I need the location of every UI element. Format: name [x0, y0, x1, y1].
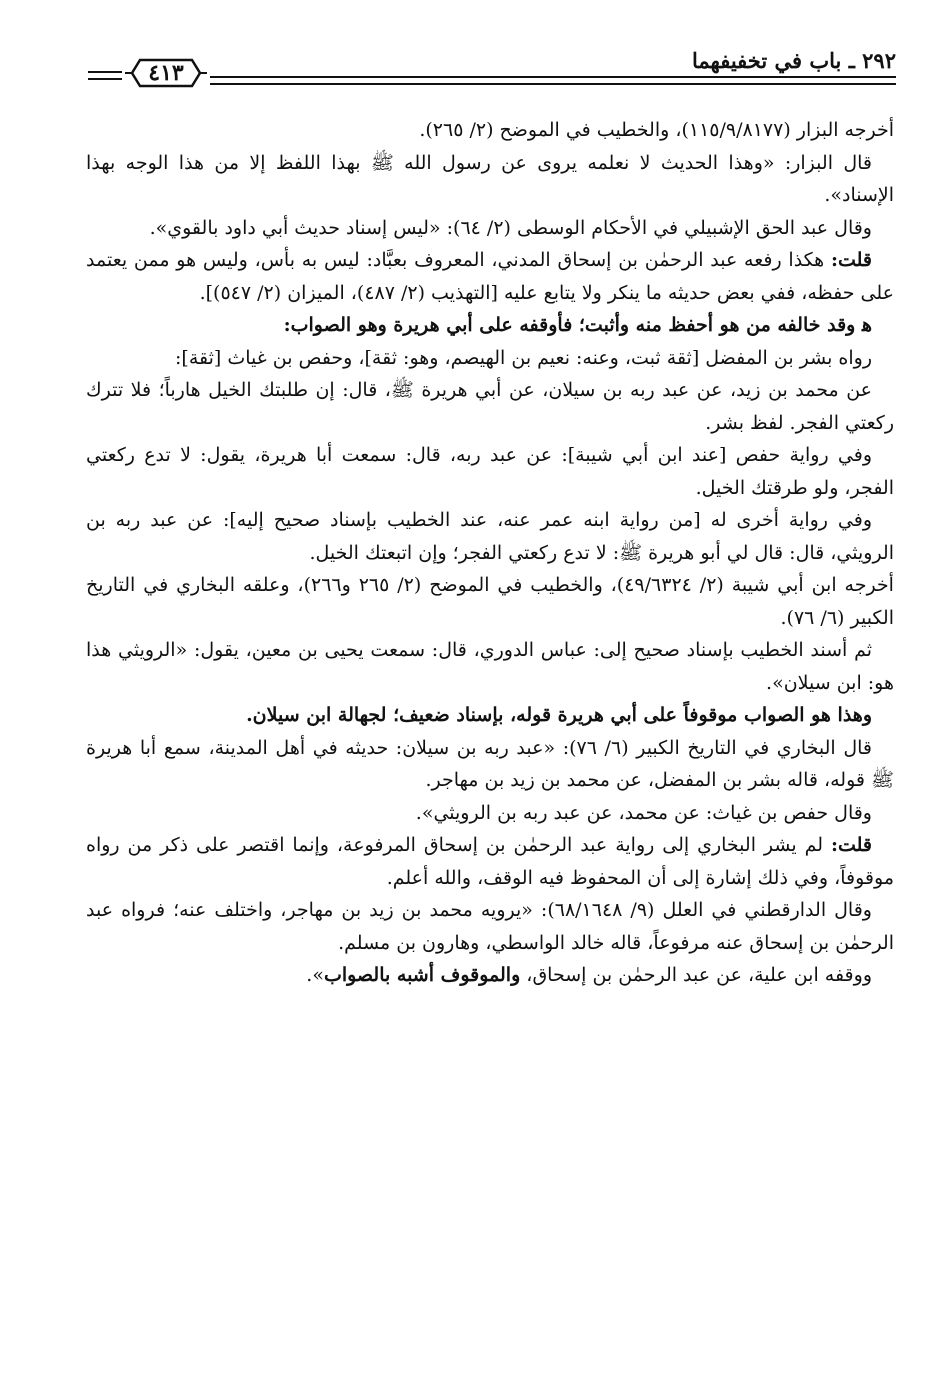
- paragraph: أخرجه البزار (١١٥/٩/٨١٧٧)، والخطيب في الموضح (٢/ ٢٦٥).: [419, 119, 894, 141]
- paragraph: رواه بشر بن المفضل [ثقة ثبت، وعنه: نعيم بن الهيصم، وهو: ثقة]، وحفص بن غياث [ثقة]:: [175, 346, 872, 369]
- paragraph: ثم أسند الخطيب بإسناد صحيح إلى: عباس الدوري، قال: سمعت يحيى بن معين، يقول: «الرويثي هذا هو: ابن سيلان».: [86, 639, 894, 694]
- paragraph: قال البزار: «وهذا الحديث لا نعلمه يروى عن رسول الله ﷺ بهذا اللفظ إلا من هذا الوجه بهذا الإسناد».: [86, 151, 894, 206]
- lead-label: قلت:: [830, 834, 872, 856]
- paragraph: قال البخاري في التاريخ الكبير (٦/ ٧٦): «عبد ربه بن سيلان: حديثه في أهل المدينة، سمع أبا هريرة ﷺ قوله، قاله بشر بن المفضل، عن محمد بن زيد بن مهاجر.: [86, 736, 894, 791]
- paragraph: وقال عبد الحق الإشبيلي في الأحكام الوسطى (٢/ ٦٤): «ليس إسناد حديث أبي داود بالقوي».: [149, 216, 872, 239]
- header-rule-left: [88, 71, 122, 80]
- paragraph: ووقفه ابن علية، عن عبد الرحمٰن بن إسحاق، والموقوف أشبه بالصواب».: [306, 964, 872, 986]
- page-number-badge: [122, 56, 210, 90]
- paragraph: قلت: هكذا رفعه عبد الرحمٰن بن إسحاق المدني، المعروف بعبَّاد: ليس به بأس، وليس هو ممن يعتمد على حفظه، ففي بعض حديثه ما ينكر ولا يتابع عليه [التهذيب (٢/ ٤٨٧)، الميزان (٢/ ٥٤٧)].: [86, 249, 894, 304]
- paragraph: عن محمد بن زيد، عن عبد ربه بن سيلان، عن أبي هريرة ﷺ، قال: إن طلبتك الخيل هارباً؛ فلا تترك ركعتي الفجر. لفظ بشر.: [86, 379, 894, 434]
- bullet-icon: ﻫ: [861, 314, 872, 336]
- header-rule-right: [210, 76, 896, 85]
- body-text: [86, 114, 894, 992]
- lead-label: قلت:: [830, 249, 872, 271]
- chapter-title: ٢٩٢ ـ باب في تخفيفهما: [692, 48, 896, 73]
- page-header: [88, 46, 896, 96]
- paragraph: قلت: لم يشر البخاري إلى رواية عبد الرحمٰن بن إسحاق المرفوعة، وإنما اقتصر على ذكر من رواه موقوفاً، وفي ذلك إشارة إلى أن المحفوظ فيه الوقف، والله أعلم.: [86, 834, 894, 889]
- paragraph: أخرجه ابن أبي شيبة (٢/ ٤٩/٦٣٢٤)، والخطيب في الموضح (٢/ ٢٦٥ و٢٦٦)، وعلقه البخاري في التاريخ الكبير (٦/ ٧٦).: [86, 574, 894, 629]
- page-number: ٤١٣: [148, 60, 184, 86]
- paragraph: وفي رواية حفص [عند ابن أبي شيبة]: عن عبد ربه، قال: سمعت أبا هريرة، يقول: لا تدع ركعتي الفجر، ولو طرقتك الخيل.: [86, 444, 894, 499]
- paragraph: وقال حفص بن غياث: عن محمد، عن عبد ربه بن الرويثي».: [415, 801, 872, 824]
- paragraph: وهذا هو الصواب موقوفاً على أبي هريرة قوله، بإسناد ضعيف؛ لجهالة ابن سيلان.: [246, 704, 872, 726]
- paragraph: وقال الدارقطني في العلل (٩/ ٦٨/١٦٤٨): «يرويه محمد بن زيد بن مهاجر، واختلف عنه؛ فرواه عبد الرحمٰن بن إسحاق عنه مرفوعاً، قاله خالد الواسطي، وهارون بن مسلم.: [86, 899, 894, 954]
- paragraph: ﻫ وقد خالفه من هو أحفظ منه وأثبت؛ فأوقفه على أبي هريرة وهو الصواب:: [283, 314, 872, 336]
- paragraph: وفي رواية أخرى له [من رواية ابنه عمر عنه، عند الخطيب بإسناد صحيح إليه]: عن عبد ربه بن الرويثي، قال: قال لي أبو هريرة ﷺ: لا تدع ركعتي الفجر؛ وإن اتبعتك الخيل.: [86, 509, 894, 564]
